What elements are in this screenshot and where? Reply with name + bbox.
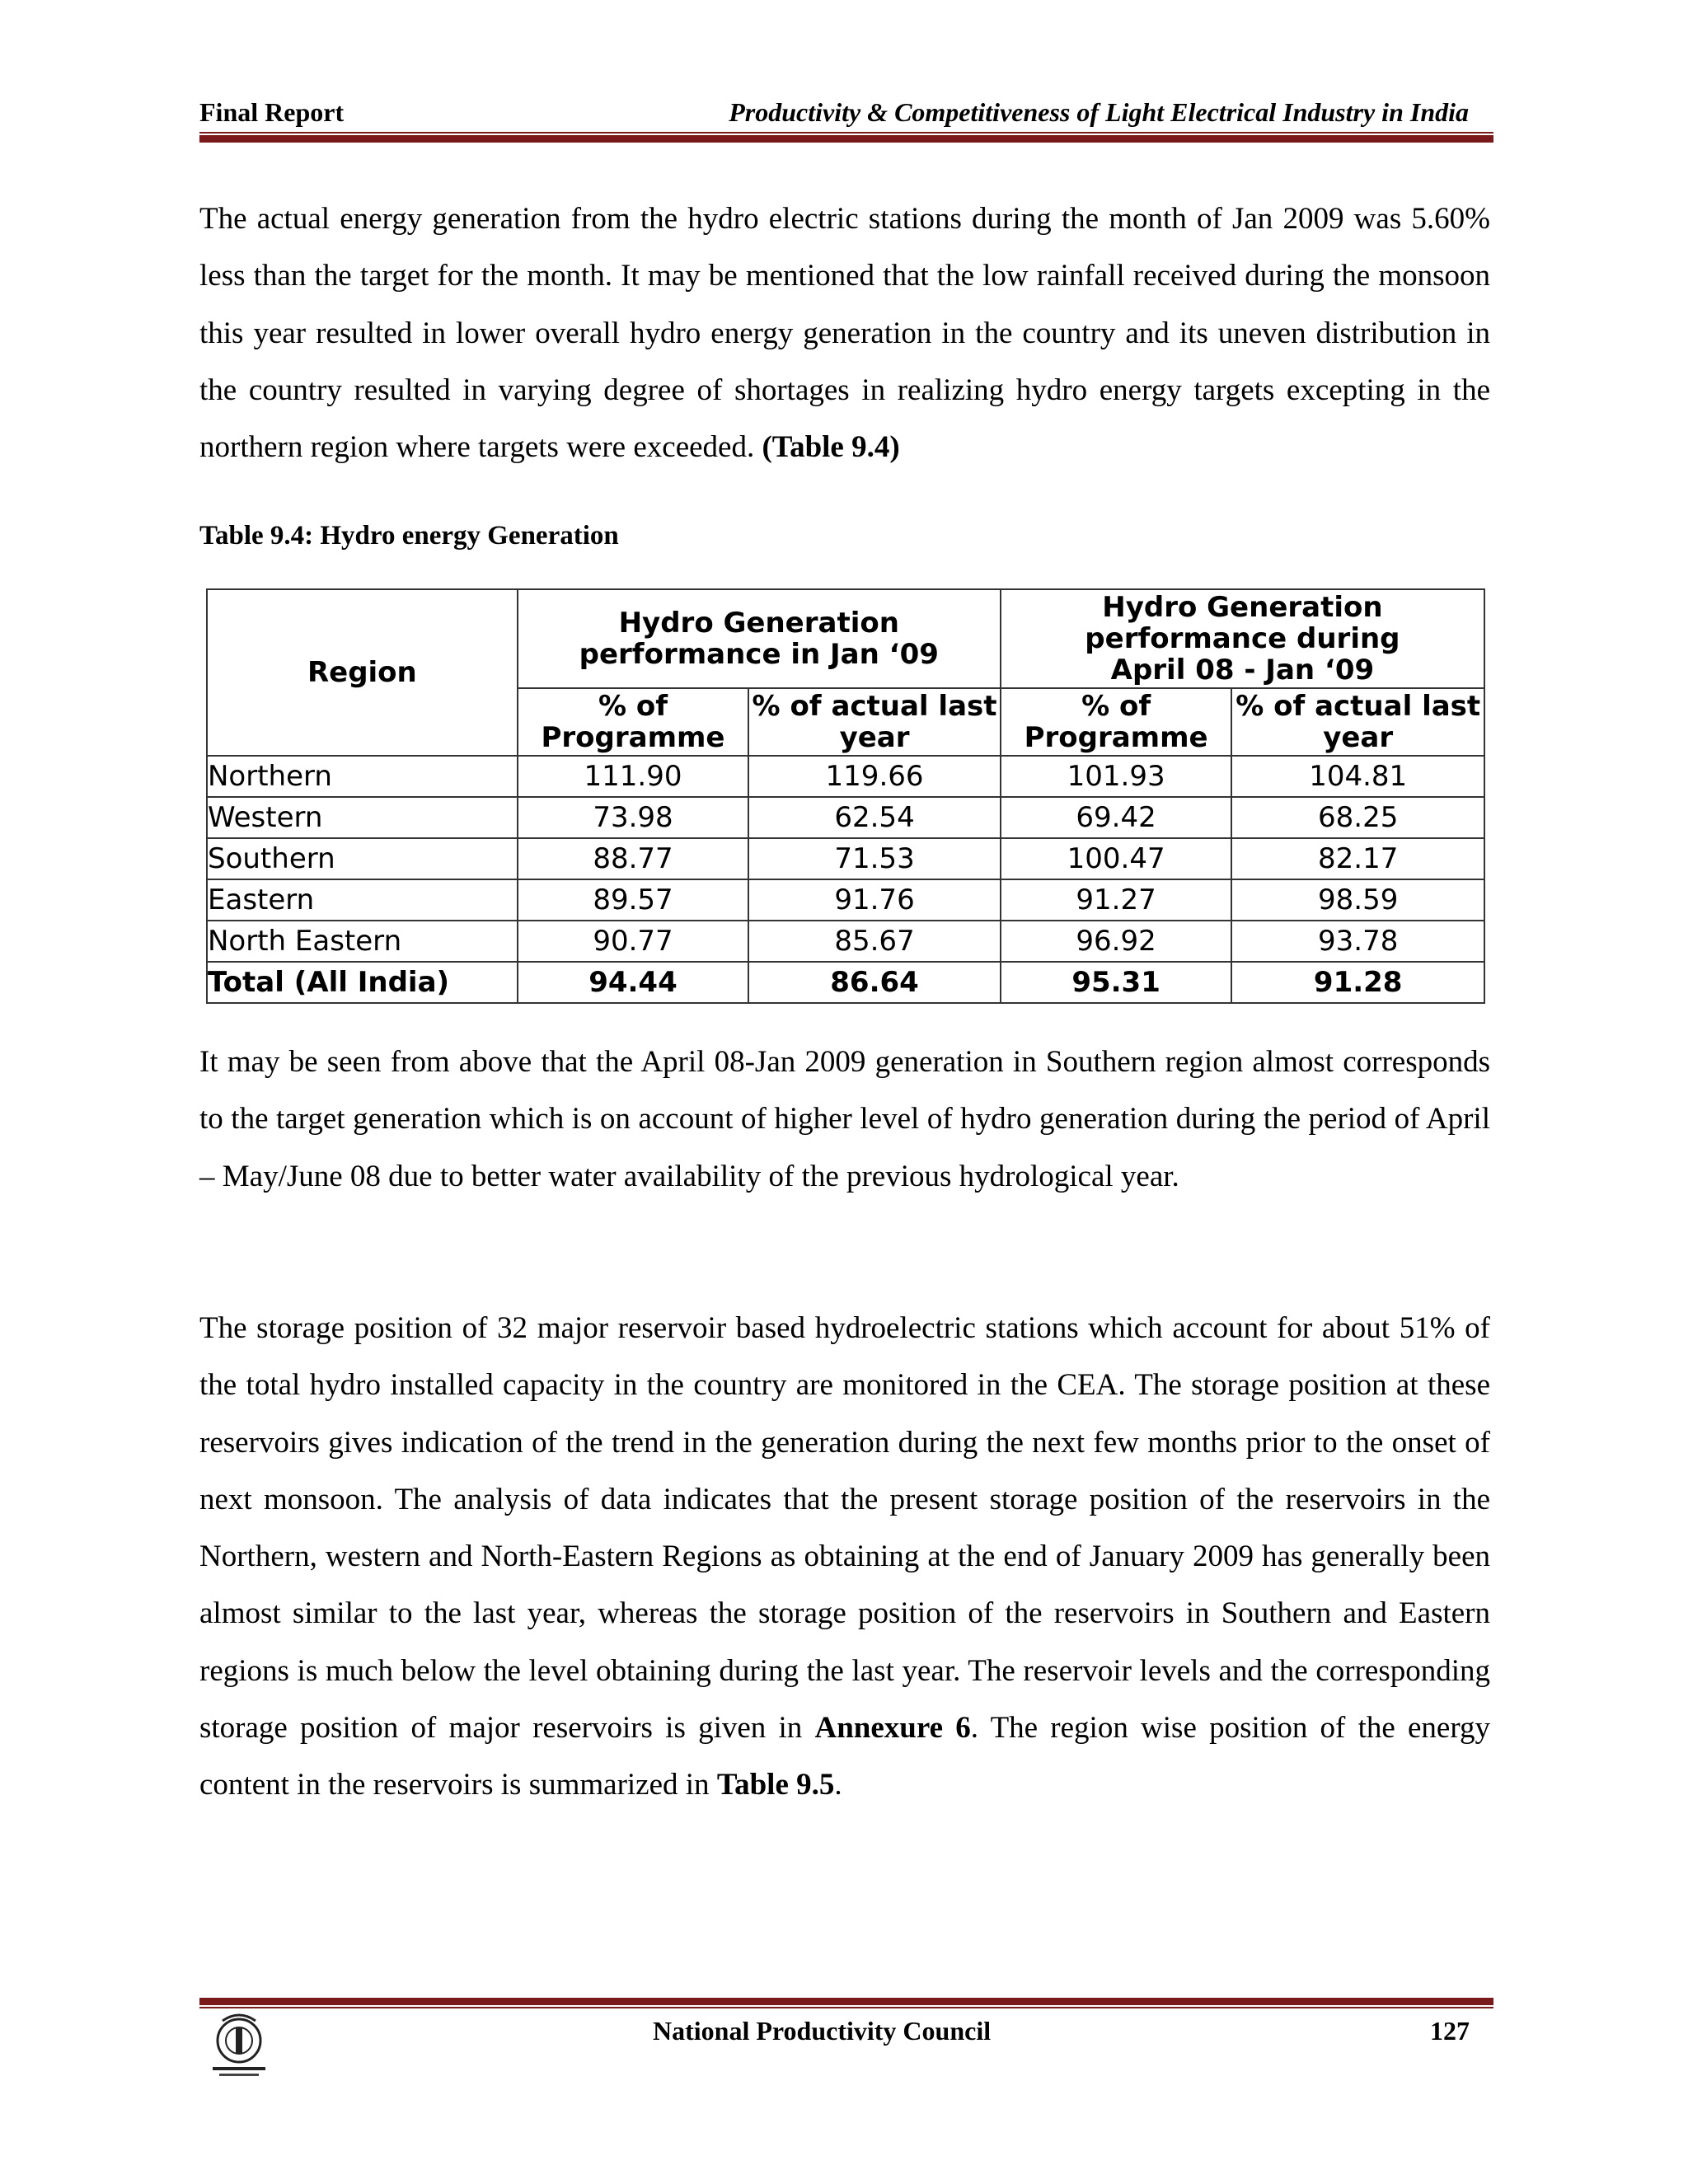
value-cell: 89.57 <box>518 879 749 921</box>
hydro-generation-table <box>206 588 1485 1004</box>
page-header <box>199 97 1493 130</box>
table-header-row <box>207 589 1484 688</box>
region-column-header: Region <box>207 589 518 756</box>
paragraph-text: . <box>834 1768 842 1802</box>
npc-logo-icon <box>198 2009 280 2083</box>
page-number: 127 <box>1430 2016 1470 2046</box>
table-row <box>207 756 1484 797</box>
paragraph-text: . The region wise position of the energy content in the reservoirs is summarized in <box>199 1711 1490 1802</box>
jan-programme-header: % of Programme <box>518 688 749 756</box>
table-caption: Table 9.4: Hydro energy Generation <box>199 521 619 551</box>
value-cell: 104.81 <box>1231 756 1484 797</box>
region-cell: Northern <box>207 756 518 797</box>
value-cell: 101.93 <box>1001 756 1232 797</box>
paragraph-text: The storage position of 32 major reservoir based hydroelectric stations which account for about 51% of the total hydro installed capacity in the country are monitored in the CEA. The storage position at these reservoirs gives indication of the trend in the generation during the next few months prior to the onset of next monsoon. The analysis of data indicates that the present storage position of the reservoirs in the Northern, western and North-Eastern Regions as obtaining at the end of January 2009 has generally been almost similar to the last year, whereas the storage position of the reservoirs in Southern and Eastern regions is much below the level obtaining during the last year. The reservoir levels and the corresponding storage position of major reservoirs is given in <box>199 1311 1490 1746</box>
value-cell: 119.66 <box>748 756 1001 797</box>
period-actual-header: % of actual last year <box>1231 688 1484 756</box>
table-row <box>207 921 1484 962</box>
value-cell: 96.92 <box>1001 921 1232 962</box>
value-cell: 82.17 <box>1231 838 1484 879</box>
region-cell: North Eastern <box>207 921 518 962</box>
value-cell: 90.77 <box>518 921 749 962</box>
footer-organization: National Productivity Council <box>653 2016 992 2046</box>
total-value-cell: 95.31 <box>1001 962 1232 1003</box>
table-row <box>207 838 1484 879</box>
value-cell: 88.77 <box>518 838 749 879</box>
value-cell: 100.47 <box>1001 838 1232 879</box>
paragraph-hydro-generation <box>199 190 1490 476</box>
april-jan-group-header: Hydro Generation performance during April 08 - Jan ‘09 <box>1001 589 1484 688</box>
footer-rule-thick <box>199 1998 1493 2005</box>
region-cell: Eastern <box>207 879 518 921</box>
paragraph-storage-position <box>199 1300 1490 1814</box>
table-reference: Table 9.5 <box>716 1768 835 1802</box>
table-reference: (Table 9.4) <box>762 430 900 465</box>
region-cell: Western <box>207 797 518 838</box>
total-value-cell: 94.44 <box>518 962 749 1003</box>
value-cell: 62.54 <box>748 797 1001 838</box>
value-cell: 85.67 <box>748 921 1001 962</box>
header-report-label: Final Report <box>199 97 345 127</box>
region-cell: Southern <box>207 838 518 879</box>
value-cell: 91.27 <box>1001 879 1232 921</box>
jan-09-group-header: Hydro Generation performance in Jan ‘09 <box>518 589 1001 688</box>
jan-actual-header: % of actual last year <box>748 688 1001 756</box>
period-programme-header: % of Programme <box>1001 688 1232 756</box>
value-cell: 71.53 <box>748 838 1001 879</box>
total-value-cell: 86.64 <box>748 962 1001 1003</box>
header-rule-thin <box>199 132 1493 134</box>
table-row <box>207 879 1484 921</box>
total-region-cell: Total (All India) <box>207 962 518 1003</box>
value-cell: 93.78 <box>1231 921 1484 962</box>
total-value-cell: 91.28 <box>1231 962 1484 1003</box>
value-cell: 73.98 <box>518 797 749 838</box>
annexure-reference: Annexure 6 <box>814 1711 971 1746</box>
value-cell: 68.25 <box>1231 797 1484 838</box>
table-row <box>207 797 1484 838</box>
value-cell: 111.90 <box>518 756 749 797</box>
paragraph-text: The actual energy generation from the hydro electric stations during the month of Jan 2009 was 5.60% less than the target for the month. It may be mentioned that the low rainfall received during the monsoon this year resulted in lower overall hydro energy generation in the country and its uneven distribution in the country resulted in varying degree of shortages in realizing hydro energy targets excepting in the northern region where targets were exceeded. <box>199 202 1490 465</box>
value-cell: 91.76 <box>748 879 1001 921</box>
header-title: Productivity & Competitiveness of Light Electrical Industry in India <box>729 97 1469 127</box>
footer-rule-thin <box>199 2007 1493 2008</box>
value-cell: 69.42 <box>1001 797 1232 838</box>
table-total-row <box>207 962 1484 1003</box>
header-rule-thick <box>199 135 1493 143</box>
value-cell: 98.59 <box>1231 879 1484 921</box>
paragraph-southern-region: It may be seen from above that the April 08-Jan 2009 generation in Southern region almost corresponds to the target generation which is on account of higher level of hydro generation during the period of April – May/June 08 due to better water availability of the previous hydrological year. <box>199 1045 1490 1193</box>
